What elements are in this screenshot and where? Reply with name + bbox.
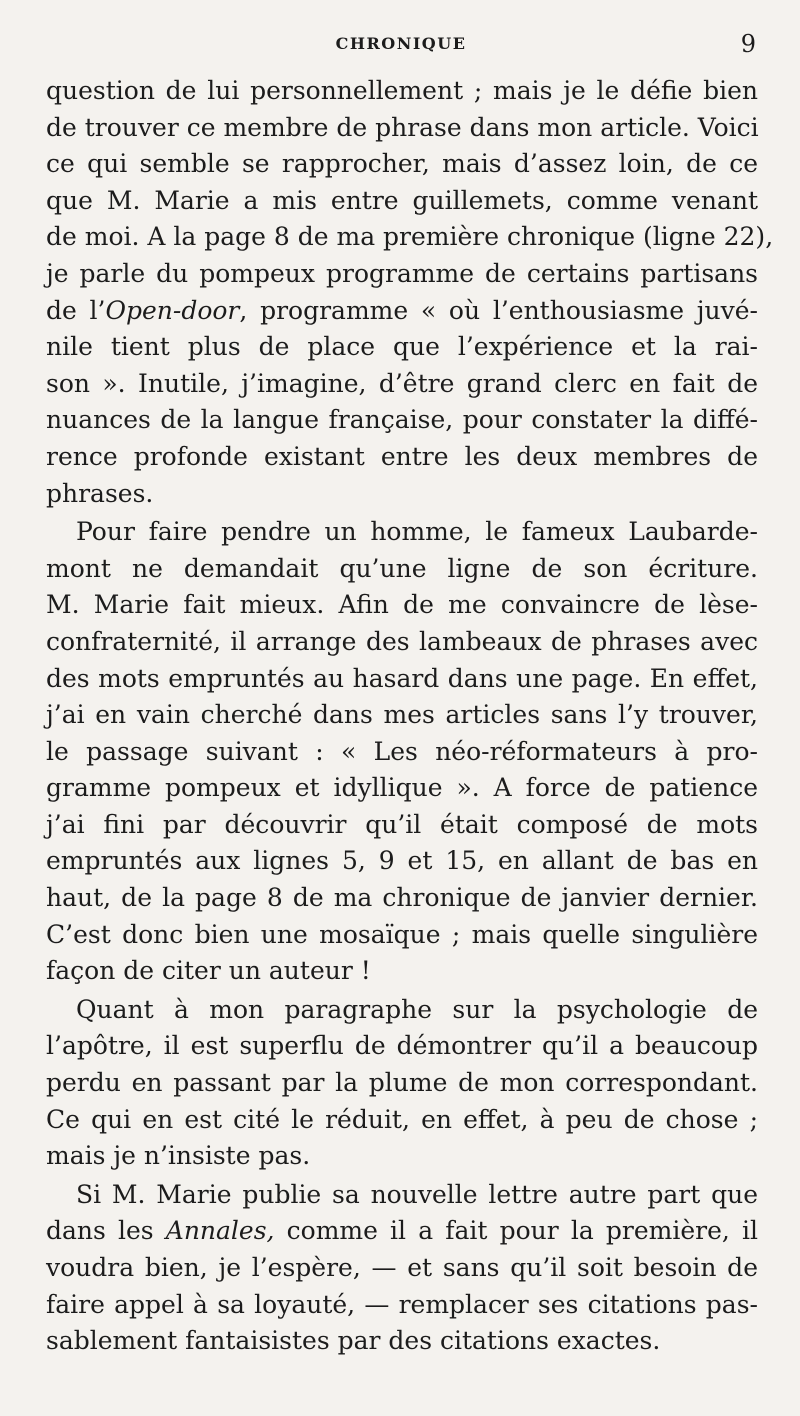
text-segment: l’apôtre, il est superflu de démontrer qu’il a beaucoup bbox=[46, 1031, 758, 1061]
text-segment: de moi. A la page 8 de ma première chronique (ligne 22), bbox=[46, 222, 774, 252]
text-segment: nile tient plus de place que l’expérience et la rai- bbox=[46, 332, 758, 362]
text-segment: empruntés aux lignes 5, 9 et 15, en allant de bas en bbox=[46, 846, 758, 876]
text-segment: mais je n’insiste pas. bbox=[46, 1141, 311, 1171]
text-segment: comme il a fait pour la première, il bbox=[274, 1216, 758, 1246]
body-text bbox=[46, 73, 774, 1360]
text-line bbox=[46, 551, 758, 588]
text-line bbox=[46, 880, 758, 917]
text-segment: façon de citer un auteur ! bbox=[46, 956, 371, 986]
text-line bbox=[46, 1065, 758, 1102]
text-line bbox=[46, 366, 758, 403]
text-segment: de trouver ce membre de phrase dans mon article. Voici bbox=[46, 112, 759, 142]
text-line bbox=[46, 1138, 758, 1175]
text-segment: des mots empruntés au hasard dans une page. En effet, bbox=[46, 663, 758, 693]
text-segment: voudra bien, je l’espère, — et sans qu’il soit besoin de bbox=[46, 1253, 758, 1282]
paragraph bbox=[46, 992, 758, 1175]
text-segment: dans les bbox=[46, 1216, 166, 1246]
italic-text: Open-door bbox=[105, 295, 240, 325]
text-line bbox=[46, 219, 774, 256]
text-segment: je parle du pompeux programme de certains partisans bbox=[46, 258, 758, 288]
text-segment: nuances de la langue française, pour constater la diffé- bbox=[46, 405, 758, 435]
text-line bbox=[46, 146, 758, 183]
text-segment: rence profonde existant entre les deux membres de bbox=[46, 441, 758, 471]
text-line bbox=[46, 1213, 758, 1250]
text-line bbox=[46, 624, 758, 661]
text-segment: j’ai fini par découvrir qu’il était composé de mots bbox=[46, 809, 758, 839]
italic-text: Annales, bbox=[165, 1216, 275, 1246]
text-line bbox=[46, 770, 758, 807]
text-segment: de l’ bbox=[46, 295, 106, 325]
text-line bbox=[46, 514, 758, 551]
text-line bbox=[46, 1028, 758, 1065]
text-line bbox=[46, 329, 758, 366]
text-segment: faire appel à sa loyauté, — remplacer ses citations pas- bbox=[46, 1289, 758, 1319]
text-segment: C’est donc bien une mosaïque ; mais quelle singulière bbox=[46, 919, 758, 949]
text-segment: gramme pompeux et idyllique ». A force de patience bbox=[46, 773, 758, 803]
text-segment: son ». Inutile, j’imagine, d’être grand clerc en fait de bbox=[46, 368, 758, 398]
text-segment: j’ai en vain cherché dans mes articles sans l’y trouver, bbox=[46, 700, 758, 730]
text-line bbox=[46, 110, 758, 147]
text-segment: M. Marie fait mieux. Afin de me convaincre de lèse- bbox=[46, 590, 758, 620]
paragraph bbox=[46, 1177, 758, 1360]
text-segment: haut, de la page 8 de ma chronique de janvier dernier. bbox=[46, 883, 758, 913]
text-line bbox=[46, 1177, 758, 1214]
text-segment: Ce qui en est cité le réduit, en effet, à peu de chose ; bbox=[46, 1104, 758, 1134]
text-line bbox=[46, 1102, 758, 1139]
text-line bbox=[46, 734, 758, 771]
text-line bbox=[46, 73, 758, 110]
text-segment: le passage suivant : « Les néo-réformateurs à pro- bbox=[46, 736, 758, 766]
text-line bbox=[46, 917, 758, 954]
text-segment: , programme « où l’enthousiasme juvé- bbox=[239, 295, 758, 325]
text-line bbox=[46, 183, 758, 220]
text-line bbox=[46, 1250, 758, 1287]
text-segment: mont ne demandait qu’une ligne de son écriture. bbox=[46, 553, 758, 583]
text-line bbox=[46, 439, 758, 476]
text-line bbox=[46, 1323, 758, 1360]
text-line bbox=[46, 476, 758, 513]
text-segment: Pour faire pendre un homme, le fameux Laubarde- bbox=[76, 517, 758, 547]
paragraph bbox=[46, 73, 774, 512]
text-line bbox=[46, 402, 758, 439]
text-segment: Si M. Marie publie sa nouvelle lettre autre part que bbox=[76, 1179, 758, 1209]
paragraph bbox=[46, 514, 758, 990]
text-line bbox=[46, 843, 758, 880]
text-line bbox=[46, 1287, 758, 1324]
text-line bbox=[46, 992, 758, 1029]
text-line bbox=[46, 661, 758, 698]
text-line bbox=[46, 587, 758, 624]
text-segment: phrases. bbox=[46, 478, 154, 508]
running-head bbox=[46, 30, 756, 60]
text-segment: perdu en passant par la plume de mon correspondant. bbox=[46, 1068, 758, 1098]
text-line bbox=[46, 807, 758, 844]
text-segment: question de lui personnellement ; mais je le défie bien bbox=[46, 76, 758, 105]
text-line bbox=[46, 256, 758, 293]
page-number: 9 bbox=[740, 30, 756, 58]
text-segment: ce qui semble se rapprocher, mais d’assez loin, de ce bbox=[46, 149, 758, 179]
text-segment: confraternité, il arrange des lambeaux de phrases avec bbox=[46, 626, 758, 656]
running-title: CHRONIQUE bbox=[335, 34, 467, 53]
text-segment: que M. Marie a mis entre guillemets, comme venant bbox=[46, 185, 758, 215]
text-line bbox=[46, 293, 758, 330]
text-segment: Quant à mon paragraphe sur la psychologie de bbox=[76, 994, 758, 1024]
text-line bbox=[46, 953, 758, 990]
text-line bbox=[46, 697, 758, 734]
text-segment: sablement fantaisistes par des citations exactes. bbox=[46, 1326, 661, 1356]
